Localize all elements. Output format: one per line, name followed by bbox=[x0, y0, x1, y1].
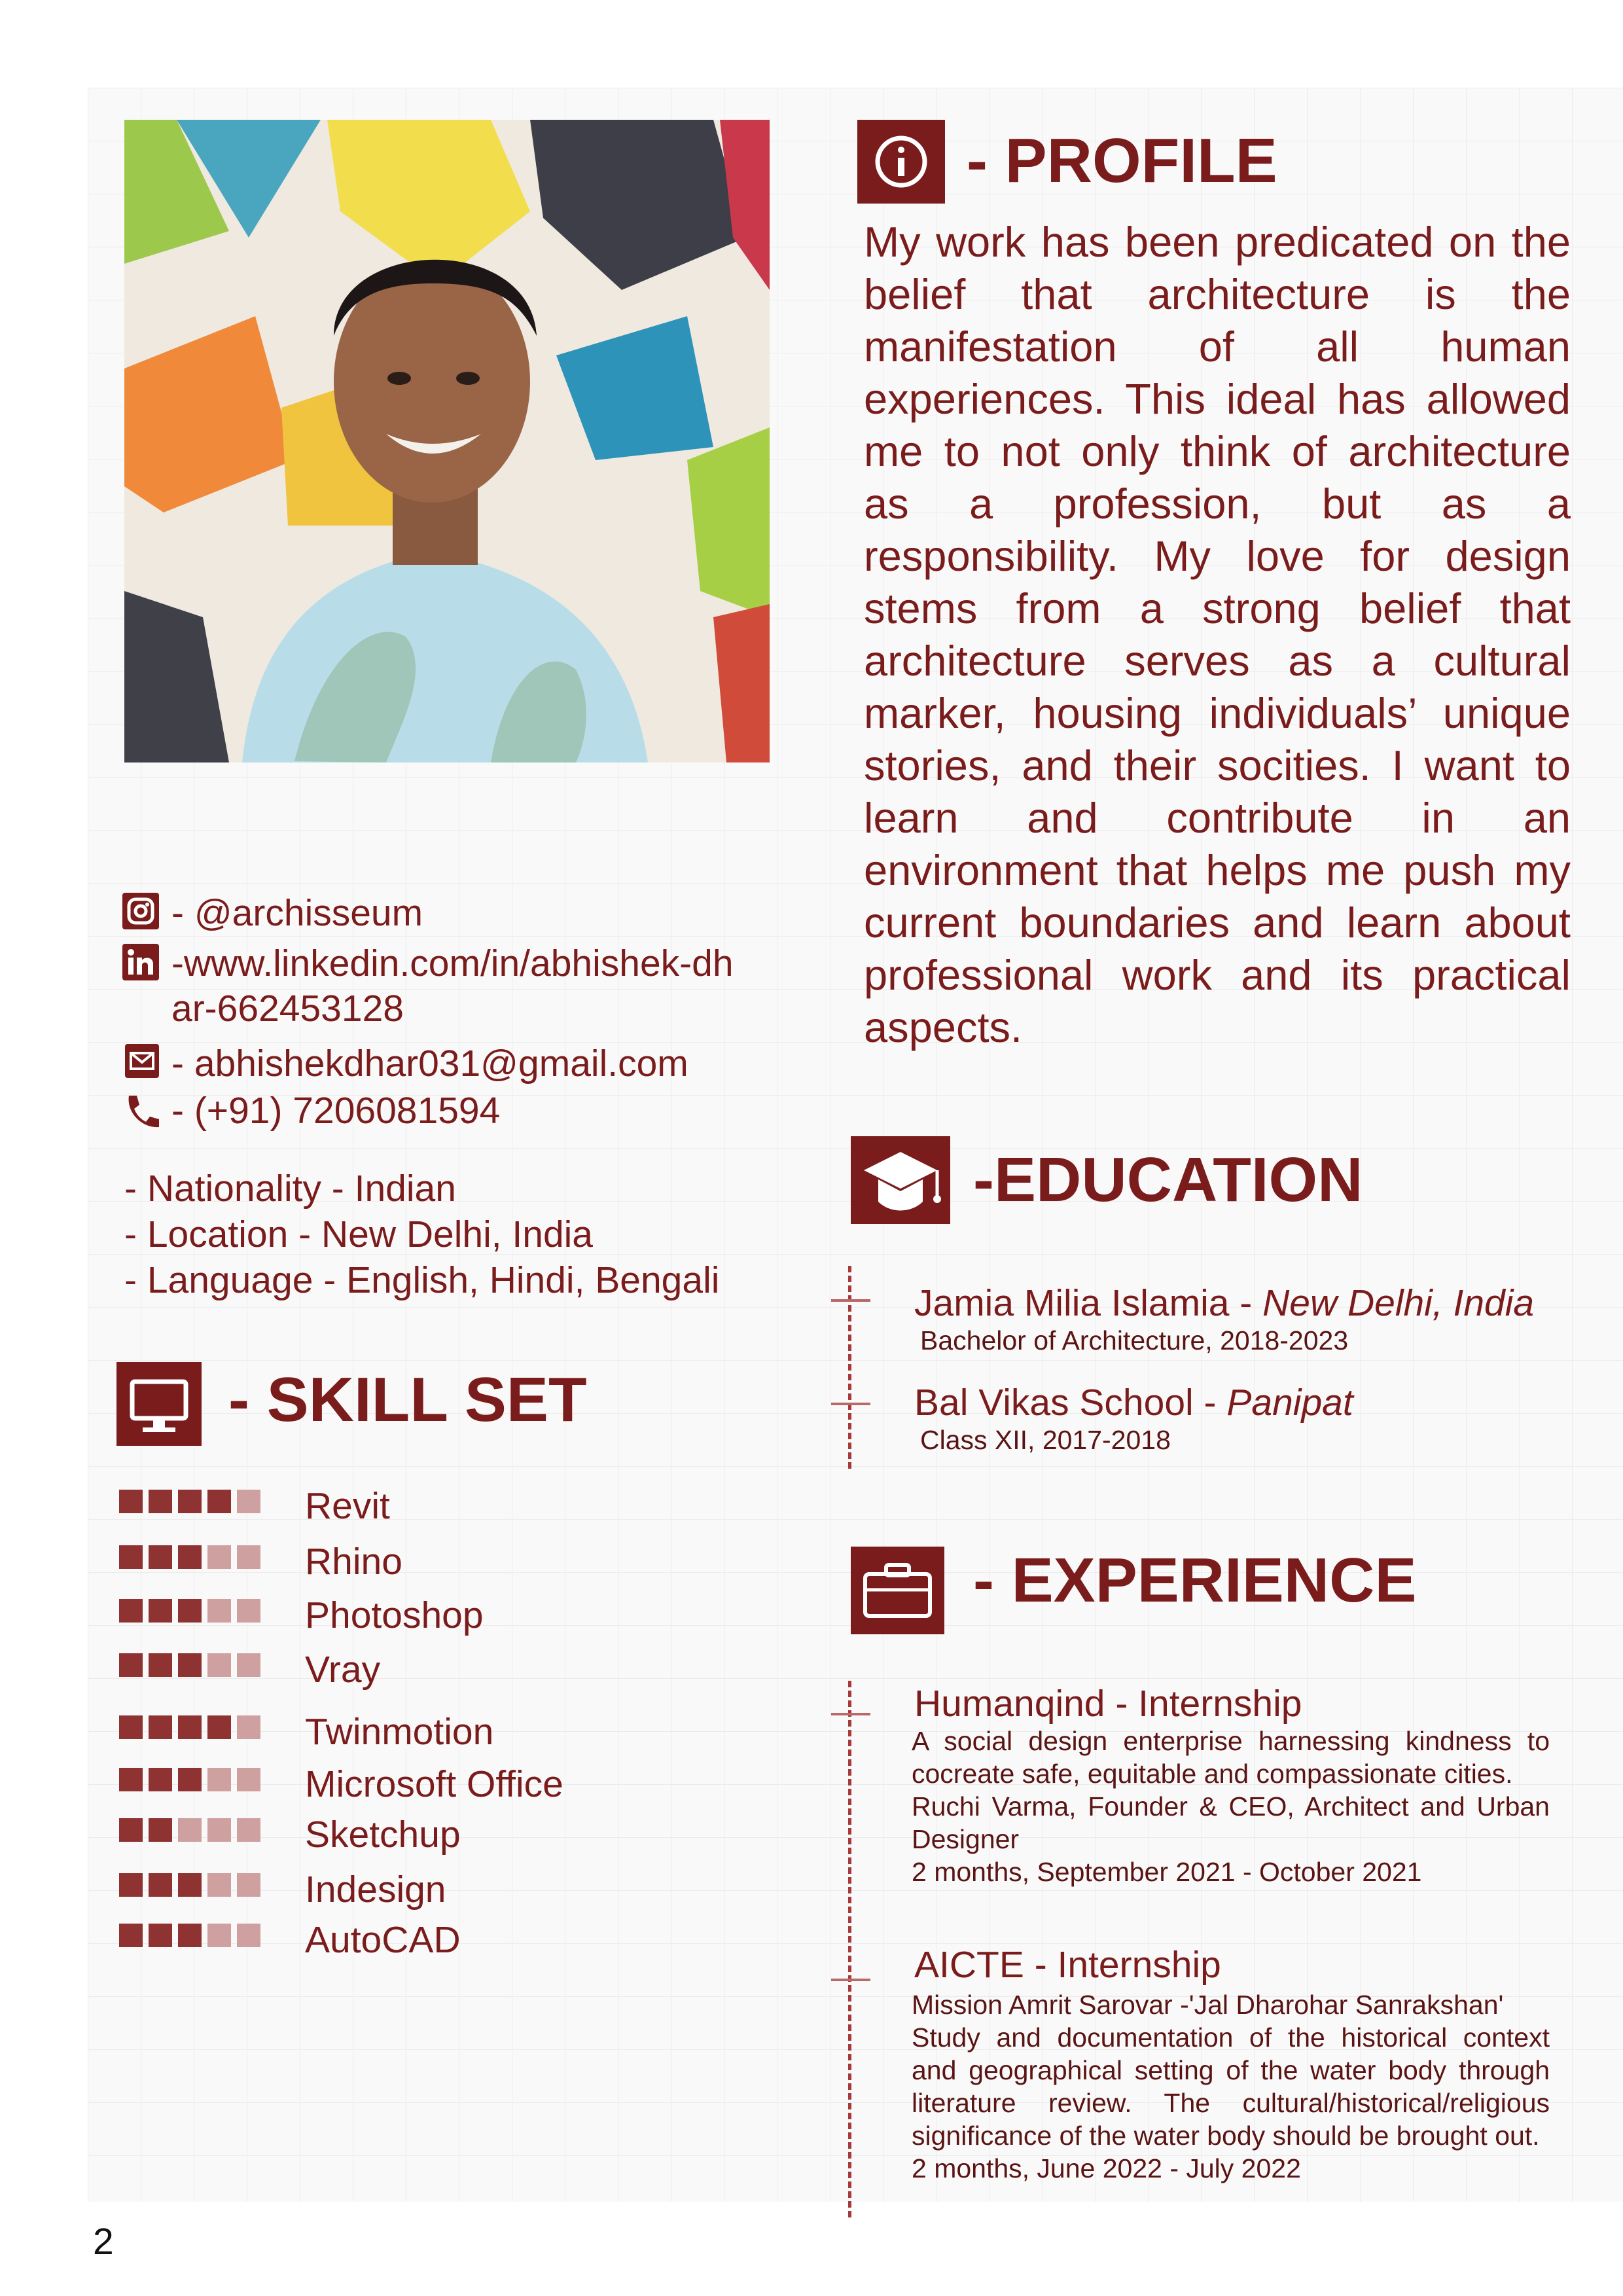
language: - Language - English, Hindi, Bengali bbox=[124, 1259, 720, 1301]
skill-level-square bbox=[178, 1768, 202, 1791]
experience-title-1: Humanqind - Internship bbox=[914, 1683, 1302, 1725]
skill-level-square bbox=[149, 1818, 172, 1842]
experience-heading: - EXPERIENCE bbox=[973, 1545, 1417, 1615]
skill-level-square bbox=[178, 1490, 202, 1513]
skill-level-bars bbox=[119, 1715, 260, 1739]
skill-level-square bbox=[178, 1545, 202, 1569]
skill-level-square bbox=[178, 1653, 202, 1677]
institution-place: New Delhi, India bbox=[1262, 1282, 1535, 1324]
skill-level-square bbox=[237, 1599, 260, 1623]
skill-level-square bbox=[119, 1599, 143, 1623]
skill-level-square bbox=[237, 1873, 260, 1897]
timeline-marker bbox=[831, 1299, 870, 1302]
skill-name: Revit bbox=[305, 1485, 390, 1527]
skill-level-square bbox=[149, 1599, 172, 1623]
experience-project-2: Mission Amrit Sarovar -'Jal Dharohar Sanrakshan' bbox=[912, 1990, 1504, 2020]
skill-name: AutoCAD bbox=[305, 1919, 461, 1961]
profile-photo bbox=[124, 120, 770, 762]
profile-text: My work has been predicated on the belief that architecture is the manifestation of all human experiences. This ideal has allowed me to not only think of architecture as a profession, but as a responsibility. My love for design stems from a strong belief that architecture serves as a cultural marker, housing individuals’ unique stories, and their socities. I want to learn and contribute in an environment that helps me push my current boundaries and learn about professional work and its practical aspects. bbox=[864, 218, 1571, 1051]
nationality: - Nationality - Indian bbox=[124, 1168, 456, 1210]
skill-level-square bbox=[178, 1599, 202, 1623]
skill-level-square bbox=[149, 1924, 172, 1947]
skill-level-square bbox=[237, 1818, 260, 1842]
skill-level-bars bbox=[119, 1653, 260, 1677]
experience-description-2: Study and documentation of the historical context and geographical setting of the water body through literature review. The cultural/historical/religious significance of the water body should be brought out. bbox=[912, 2022, 1550, 2151]
skill-level-square bbox=[207, 1653, 231, 1677]
linkedin-url[interactable]: -www.linkedin.com/in/abhishek-dh bbox=[171, 942, 734, 984]
skill-level-square bbox=[178, 1924, 202, 1947]
institution-name: Jamia Milia Islamia - bbox=[914, 1282, 1263, 1324]
education-detail-1: Bachelor of Architecture, 2018-2023 bbox=[920, 1325, 1349, 1355]
experience-timeline bbox=[848, 1681, 851, 2217]
skill-level-square bbox=[119, 1490, 143, 1513]
institution-place: Panipat bbox=[1226, 1382, 1353, 1424]
experience-title-2: AICTE - Internship bbox=[914, 1944, 1221, 1986]
education-item-1 bbox=[914, 1282, 1534, 1325]
graduation-cap-icon bbox=[851, 1136, 950, 1224]
skill-level-square bbox=[149, 1768, 172, 1791]
experience-description-1: A social design enterprise harnessing kindness to cocreate safe, equitable and compassionate cities. bbox=[912, 1726, 1550, 1789]
skill-level-square bbox=[207, 1490, 231, 1513]
skill-level-square bbox=[237, 1490, 260, 1513]
skill-level-square bbox=[207, 1768, 231, 1791]
timeline-marker bbox=[831, 1403, 870, 1405]
computer-icon bbox=[116, 1362, 202, 1446]
skill-level-square bbox=[237, 1715, 260, 1739]
skill-level-square bbox=[119, 1924, 143, 1947]
experience-mentor-1: Ruchi Varma, Founder & CEO, Architect and Urban Designer bbox=[912, 1791, 1550, 1854]
skill-level-square bbox=[207, 1545, 231, 1569]
location: - Location - New Delhi, India bbox=[124, 1213, 594, 1255]
email-address[interactable]: - abhishekdhar031@gmail.com bbox=[171, 1043, 688, 1085]
phone-icon bbox=[122, 1092, 159, 1128]
skill-name: Microsoft Office bbox=[305, 1763, 563, 1805]
skill-level-square bbox=[237, 1924, 260, 1947]
education-timeline bbox=[848, 1266, 851, 1469]
skill-level-square bbox=[149, 1653, 172, 1677]
skill-level-square bbox=[149, 1715, 172, 1739]
skill-level-square bbox=[119, 1818, 143, 1842]
skill-level-square bbox=[207, 1599, 231, 1623]
skill-name: Vray bbox=[305, 1649, 381, 1691]
skill-level-bars bbox=[119, 1490, 260, 1513]
skill-level-square bbox=[149, 1545, 172, 1569]
skill-level-bars bbox=[119, 1545, 260, 1569]
education-item-2 bbox=[914, 1381, 1353, 1424]
skill-level-bars bbox=[119, 1924, 260, 1947]
skill-level-square bbox=[119, 1715, 143, 1739]
skill-level-bars bbox=[119, 1873, 260, 1897]
skill-level-bars bbox=[119, 1599, 260, 1623]
skill-set-heading: - SKILL SET bbox=[228, 1365, 587, 1435]
timeline-marker bbox=[831, 1713, 870, 1715]
timeline-marker bbox=[831, 1979, 870, 1981]
skill-name: Sketchup bbox=[305, 1814, 461, 1856]
skill-level-square bbox=[207, 1924, 231, 1947]
profile-heading: - PROFILE bbox=[967, 126, 1277, 196]
linkedin-url-continued[interactable]: ar-662453128 bbox=[171, 988, 404, 1030]
skill-level-bars bbox=[119, 1818, 260, 1842]
institution-name: Bal Vikas School - bbox=[914, 1382, 1227, 1424]
info-icon bbox=[857, 120, 945, 204]
skill-level-square bbox=[207, 1715, 231, 1739]
skill-level-square bbox=[207, 1818, 231, 1842]
skill-level-square bbox=[119, 1768, 143, 1791]
briefcase-icon bbox=[851, 1547, 944, 1634]
skill-level-square bbox=[178, 1873, 202, 1897]
phone-number[interactable]: - (+91) 7206081594 bbox=[171, 1090, 501, 1132]
skill-level-square bbox=[237, 1545, 260, 1569]
skill-level-square bbox=[237, 1768, 260, 1791]
skill-level-square bbox=[119, 1873, 143, 1897]
linkedin-icon bbox=[122, 944, 159, 980]
skill-level-square bbox=[149, 1873, 172, 1897]
experience-duration-2: 2 months, June 2022 - July 2022 bbox=[912, 2153, 1301, 2183]
education-heading: -EDUCATION bbox=[973, 1145, 1363, 1215]
instagram-handle[interactable]: - @archisseum bbox=[171, 892, 423, 934]
skill-level-square bbox=[237, 1653, 260, 1677]
email-icon bbox=[125, 1044, 159, 1078]
skill-level-square bbox=[178, 1818, 202, 1842]
skill-name: Indesign bbox=[305, 1869, 446, 1910]
instagram-icon bbox=[122, 893, 159, 929]
page-number: 2 bbox=[93, 2221, 114, 2263]
experience-duration-1: 2 months, September 2021 - October 2021 bbox=[912, 1857, 1422, 1887]
skill-name: Rhino bbox=[305, 1541, 402, 1583]
skill-level-square bbox=[178, 1715, 202, 1739]
skill-level-square bbox=[119, 1653, 143, 1677]
skill-level-square bbox=[119, 1545, 143, 1569]
skill-level-square bbox=[149, 1490, 172, 1513]
skill-name: Twinmotion bbox=[305, 1711, 494, 1753]
skill-level-bars bbox=[119, 1768, 260, 1791]
skill-level-square bbox=[207, 1873, 231, 1897]
education-detail-2: Class XII, 2017-2018 bbox=[920, 1425, 1171, 1455]
skill-name: Photoshop bbox=[305, 1594, 484, 1636]
